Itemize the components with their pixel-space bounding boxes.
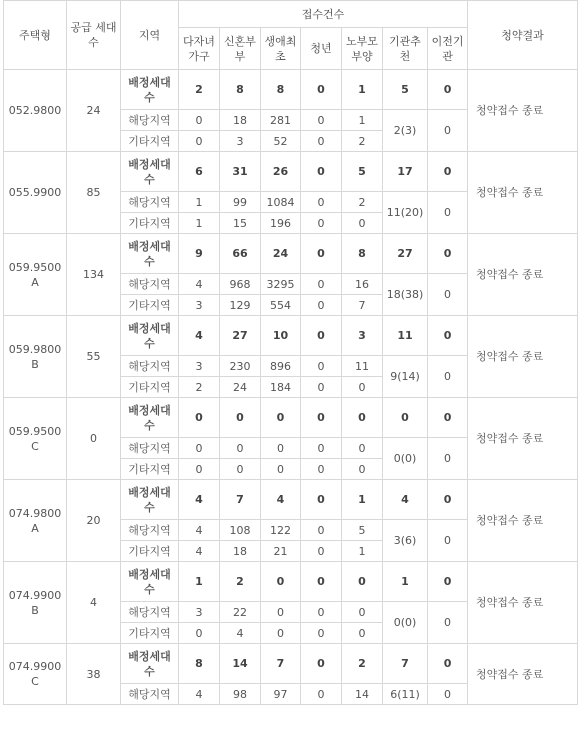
other-value-cell: 0 [342, 377, 383, 398]
header-multichild: 다자녀가구 [179, 28, 220, 70]
table-row [4, 480, 578, 520]
other-value-cell: 0 [301, 459, 342, 480]
local-value-cell: 122 [261, 520, 301, 541]
assign-value-cell: 0 [261, 562, 301, 602]
region-label-assign: 배정세대수 [121, 152, 179, 192]
relocated-count-cell: 0 [428, 438, 468, 480]
header-result: 청약결과 [468, 1, 578, 70]
assign-value-cell: 31 [220, 152, 261, 192]
header-region: 지역 [121, 1, 179, 70]
other-value-cell: 129 [220, 295, 261, 316]
supply-units-cell: 4 [67, 562, 121, 644]
assign-value-cell: 7 [220, 480, 261, 520]
local-value-cell: 1084 [261, 192, 301, 213]
local-value-cell: 0 [342, 602, 383, 623]
institution-count-cell: 0(0) [383, 602, 428, 644]
other-value-cell: 0 [261, 459, 301, 480]
assign-value-cell: 4 [383, 480, 428, 520]
assign-value-cell: 0 [220, 398, 261, 438]
other-value-cell: 0 [301, 131, 342, 152]
assign-value-cell: 0 [428, 152, 468, 192]
assign-value-cell: 0 [301, 562, 342, 602]
region-label-other: 기타지역 [121, 459, 179, 480]
other-value-cell: 0 [342, 213, 383, 234]
assign-value-cell: 24 [261, 234, 301, 274]
table-row [4, 644, 578, 684]
assign-value-cell: 17 [383, 152, 428, 192]
institution-count-cell: 3(6) [383, 520, 428, 562]
local-value-cell: 99 [220, 192, 261, 213]
table-row [4, 398, 578, 438]
local-value-cell: 18 [220, 110, 261, 131]
region-label-assign: 배정세대수 [121, 480, 179, 520]
assign-value-cell: 0 [342, 562, 383, 602]
other-value-cell: 18 [220, 541, 261, 562]
other-value-cell: 554 [261, 295, 301, 316]
region-label-other: 기타지역 [121, 377, 179, 398]
local-value-cell: 108 [220, 520, 261, 541]
local-value-cell: 22 [220, 602, 261, 623]
region-label-other: 기타지역 [121, 131, 179, 152]
region-label-other: 기타지역 [121, 541, 179, 562]
local-value-cell: 281 [261, 110, 301, 131]
institution-count-cell: 0(0) [383, 438, 428, 480]
supply-units-cell: 24 [67, 70, 121, 152]
assign-value-cell: 0 [301, 398, 342, 438]
local-value-cell: 0 [261, 602, 301, 623]
local-value-cell: 97 [261, 684, 301, 705]
result-cell: 청약접수 종료 [468, 398, 578, 480]
assign-value-cell: 8 [261, 70, 301, 110]
assign-value-cell: 5 [383, 70, 428, 110]
local-value-cell: 0 [179, 438, 220, 459]
assign-value-cell: 0 [342, 398, 383, 438]
housing-type-cell: 074.9800 A [4, 480, 67, 562]
institution-count-cell: 9(14) [383, 356, 428, 398]
result-cell: 청약접수 종료 [468, 152, 578, 234]
local-value-cell: 4 [179, 684, 220, 705]
relocated-count-cell: 0 [428, 192, 468, 234]
header-type: 주택형 [4, 1, 67, 70]
housing-type-cell: 052.9800 [4, 70, 67, 152]
housing-type-cell: 059.9500 C [4, 398, 67, 480]
local-value-cell: 0 [301, 438, 342, 459]
local-value-cell: 0 [301, 684, 342, 705]
other-value-cell: 0 [342, 459, 383, 480]
header-units: 공급 세대수 [67, 1, 121, 70]
assign-value-cell: 8 [220, 70, 261, 110]
local-value-cell: 0 [301, 602, 342, 623]
assign-value-cell: 0 [428, 234, 468, 274]
assign-value-cell: 0 [261, 398, 301, 438]
assign-value-cell: 1 [342, 70, 383, 110]
local-value-cell: 11 [342, 356, 383, 377]
supply-units-cell: 0 [67, 398, 121, 480]
assign-value-cell: 0 [383, 398, 428, 438]
other-value-cell: 1 [342, 541, 383, 562]
other-value-cell: 7 [342, 295, 383, 316]
assign-value-cell: 0 [428, 644, 468, 684]
table-row [4, 70, 578, 110]
housing-type-cell: 059.9500 A [4, 234, 67, 316]
header-relocated: 이전기관 [428, 28, 468, 70]
assign-value-cell: 0 [428, 398, 468, 438]
local-value-cell: 3295 [261, 274, 301, 295]
local-value-cell: 4 [179, 274, 220, 295]
other-value-cell: 0 [301, 623, 342, 644]
supply-units-cell: 85 [67, 152, 121, 234]
table-row [4, 316, 578, 356]
other-value-cell: 52 [261, 131, 301, 152]
assign-value-cell: 0 [301, 70, 342, 110]
other-value-cell: 0 [342, 623, 383, 644]
local-value-cell: 0 [220, 438, 261, 459]
assign-value-cell: 66 [220, 234, 261, 274]
other-value-cell: 0 [179, 623, 220, 644]
other-value-cell: 196 [261, 213, 301, 234]
assign-value-cell: 4 [179, 316, 220, 356]
local-value-cell: 3 [179, 356, 220, 377]
header-youth: 청년 [301, 28, 342, 70]
region-label-other: 기타지역 [121, 295, 179, 316]
assign-value-cell: 0 [428, 562, 468, 602]
region-label-local: 해당지역 [121, 192, 179, 213]
assign-value-cell: 14 [220, 644, 261, 684]
relocated-count-cell: 0 [428, 274, 468, 316]
header-elderly-parents: 노부모부양 [342, 28, 383, 70]
relocated-count-cell: 0 [428, 520, 468, 562]
assign-value-cell: 0 [301, 644, 342, 684]
header-institution: 기관추천 [383, 28, 428, 70]
relocated-count-cell: 0 [428, 602, 468, 644]
region-label-other: 기타지역 [121, 213, 179, 234]
other-value-cell: 21 [261, 541, 301, 562]
header-first-home: 생애최초 [261, 28, 301, 70]
local-value-cell: 0 [301, 110, 342, 131]
other-value-cell: 0 [261, 623, 301, 644]
region-label-assign: 배정세대수 [121, 398, 179, 438]
other-value-cell: 0 [301, 377, 342, 398]
assign-value-cell: 0 [301, 152, 342, 192]
assign-value-cell: 1 [342, 480, 383, 520]
header-newlywed: 신혼부부 [220, 28, 261, 70]
other-value-cell: 24 [220, 377, 261, 398]
other-value-cell: 0 [179, 131, 220, 152]
assign-value-cell: 7 [383, 644, 428, 684]
assign-value-cell: 4 [261, 480, 301, 520]
assign-value-cell: 26 [261, 152, 301, 192]
local-value-cell: 1 [179, 192, 220, 213]
region-label-local: 해당지역 [121, 274, 179, 295]
assign-value-cell: 0 [301, 234, 342, 274]
assign-value-cell: 1 [383, 562, 428, 602]
region-label-assign: 배정세대수 [121, 70, 179, 110]
assign-value-cell: 6 [179, 152, 220, 192]
subscription-table [3, 0, 578, 705]
assign-value-cell: 10 [261, 316, 301, 356]
table-row [4, 562, 578, 602]
result-cell: 청약접수 종료 [468, 316, 578, 398]
other-value-cell: 184 [261, 377, 301, 398]
relocated-count-cell: 0 [428, 684, 468, 705]
local-value-cell: 4 [179, 520, 220, 541]
institution-count-cell: 2(3) [383, 110, 428, 152]
housing-type-cell: 059.9800 B [4, 316, 67, 398]
region-label-local: 해당지역 [121, 356, 179, 377]
local-value-cell: 0 [261, 438, 301, 459]
local-value-cell: 896 [261, 356, 301, 377]
assign-value-cell: 1 [179, 562, 220, 602]
local-value-cell: 0 [342, 438, 383, 459]
region-label-assign: 배정세대수 [121, 234, 179, 274]
assign-value-cell: 2 [342, 644, 383, 684]
assign-value-cell: 8 [342, 234, 383, 274]
supply-units-cell: 55 [67, 316, 121, 398]
other-value-cell: 4 [220, 623, 261, 644]
assign-value-cell: 27 [383, 234, 428, 274]
supply-units-cell: 20 [67, 480, 121, 562]
assign-value-cell: 0 [428, 316, 468, 356]
institution-count-cell: 11(20) [383, 192, 428, 234]
assign-value-cell: 3 [342, 316, 383, 356]
region-label-other: 기타지역 [121, 623, 179, 644]
table-row [4, 152, 578, 192]
header-received: 접수건수 [179, 1, 468, 28]
assign-value-cell: 0 [301, 480, 342, 520]
region-label-local: 해당지역 [121, 438, 179, 459]
region-label-local: 해당지역 [121, 520, 179, 541]
table-row [4, 234, 578, 274]
assign-value-cell: 0 [428, 480, 468, 520]
other-value-cell: 0 [220, 459, 261, 480]
result-cell: 청약접수 종료 [468, 70, 578, 152]
relocated-count-cell: 0 [428, 356, 468, 398]
supply-units-cell: 134 [67, 234, 121, 316]
other-value-cell: 3 [179, 295, 220, 316]
housing-type-cell: 074.9900 B [4, 562, 67, 644]
local-value-cell: 1 [342, 110, 383, 131]
local-value-cell: 230 [220, 356, 261, 377]
local-value-cell: 0 [179, 110, 220, 131]
institution-count-cell: 18(38) [383, 274, 428, 316]
result-cell: 청약접수 종료 [468, 562, 578, 644]
local-value-cell: 0 [301, 192, 342, 213]
assign-value-cell: 2 [220, 562, 261, 602]
local-value-cell: 2 [342, 192, 383, 213]
assign-value-cell: 9 [179, 234, 220, 274]
other-value-cell: 15 [220, 213, 261, 234]
local-value-cell: 98 [220, 684, 261, 705]
local-value-cell: 968 [220, 274, 261, 295]
supply-units-cell: 38 [67, 644, 121, 705]
other-value-cell: 0 [179, 459, 220, 480]
relocated-count-cell: 0 [428, 110, 468, 152]
header-row-top [4, 1, 578, 28]
region-label-assign: 배정세대수 [121, 316, 179, 356]
assign-value-cell: 11 [383, 316, 428, 356]
other-value-cell: 2 [342, 131, 383, 152]
assign-value-cell: 0 [301, 316, 342, 356]
result-cell: 청약접수 종료 [468, 644, 578, 705]
assign-value-cell: 8 [179, 644, 220, 684]
assign-value-cell: 5 [342, 152, 383, 192]
region-label-assign: 배정세대수 [121, 644, 179, 684]
region-label-local: 해당지역 [121, 602, 179, 623]
assign-value-cell: 0 [428, 70, 468, 110]
other-value-cell: 2 [179, 377, 220, 398]
assign-value-cell: 2 [179, 70, 220, 110]
other-value-cell: 1 [179, 213, 220, 234]
region-label-assign: 배정세대수 [121, 562, 179, 602]
other-value-cell: 0 [301, 541, 342, 562]
institution-count-cell: 6(11) [383, 684, 428, 705]
local-value-cell: 0 [301, 274, 342, 295]
region-label-local: 해당지역 [121, 110, 179, 131]
table-body [4, 70, 578, 705]
other-value-cell: 0 [301, 213, 342, 234]
local-value-cell: 5 [342, 520, 383, 541]
housing-type-cell: 055.9900 [4, 152, 67, 234]
result-cell: 청약접수 종료 [468, 480, 578, 562]
assign-value-cell: 4 [179, 480, 220, 520]
assign-value-cell: 27 [220, 316, 261, 356]
local-value-cell: 16 [342, 274, 383, 295]
region-label-local: 해당지역 [121, 684, 179, 705]
other-value-cell: 0 [301, 295, 342, 316]
local-value-cell: 3 [179, 602, 220, 623]
other-value-cell: 3 [220, 131, 261, 152]
other-value-cell: 4 [179, 541, 220, 562]
local-value-cell: 14 [342, 684, 383, 705]
local-value-cell: 0 [301, 520, 342, 541]
local-value-cell: 0 [301, 356, 342, 377]
housing-type-cell: 074.9900 C [4, 644, 67, 705]
result-cell: 청약접수 종료 [468, 234, 578, 316]
assign-value-cell: 7 [261, 644, 301, 684]
assign-value-cell: 0 [179, 398, 220, 438]
